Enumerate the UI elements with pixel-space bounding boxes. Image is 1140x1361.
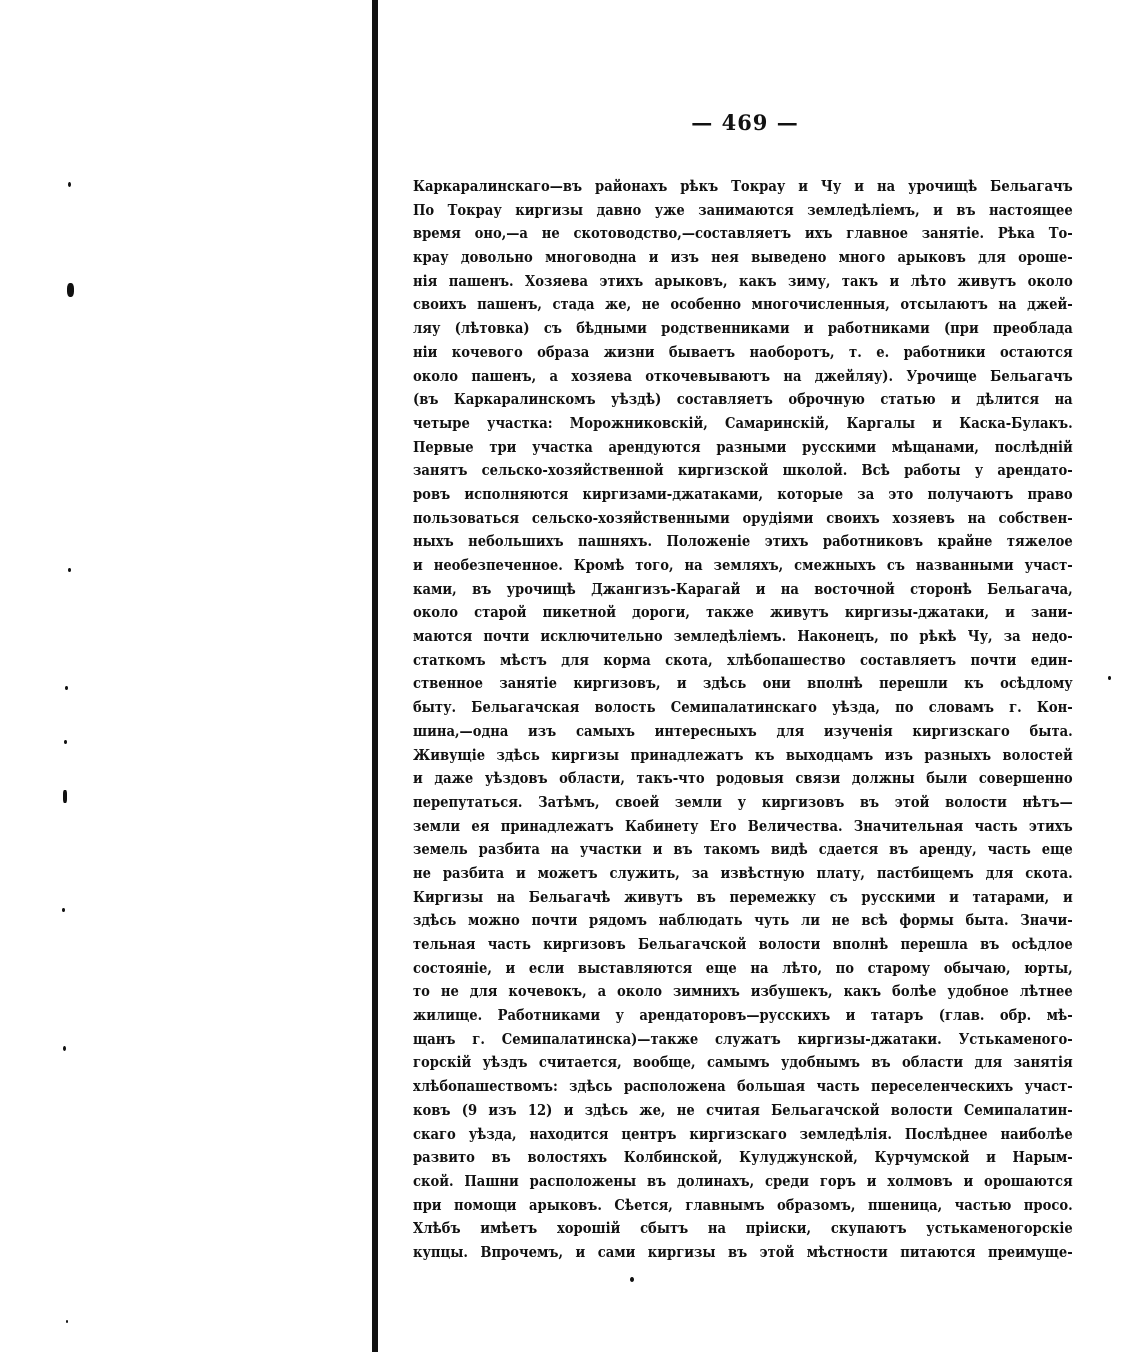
scan-speck — [63, 790, 67, 803]
text-line: пользоваться сельско-хозяйственными орудіями своихъ хозяевъ на собствен- — [413, 509, 1073, 527]
text-line: По Токрау киргизы давно уже занимаются земледѣліемъ, и въ настоящее — [413, 201, 1073, 219]
text-line: хлѣбопашествомъ: здѣсь расположена большая часть переселенческихъ участ- — [413, 1078, 1073, 1096]
scan-speck — [67, 283, 74, 297]
text-line: ственное занятіе киргизовъ, и здѣсь они вполнѣ перешли къ осѣдлому — [413, 675, 1073, 693]
text-line: ковъ (9 изъ 12) и здѣсь же, не считая Бельагачской волости Семипалатин- — [413, 1101, 1073, 1119]
text-line: то не для кочевокъ, а около зимнихъ избушекъ, какъ болѣе удобное лѣтнее — [413, 983, 1073, 1001]
text-line: Хлѣбъ имѣетъ хорошій сбытъ на пріиски, скупаютъ устькаменогорскіе — [413, 1220, 1073, 1238]
scan-speck — [68, 182, 71, 187]
text-line: земли ея принадлежатъ Кабинету Его Величества. Значительная часть этихъ — [413, 817, 1073, 835]
text-line: перепутаться. Затѣмъ, своей земли у киргизовъ въ этой волости нѣтъ— — [413, 793, 1073, 811]
scan-speck — [62, 908, 65, 912]
text-line: четыре участка: Морожниковскій, Самаринскій, Каргалы и Каска-Булакъ. — [413, 414, 1073, 432]
text-line: ровъ исполняются киргизами-джатаками, которые за это получаютъ право — [413, 485, 1073, 503]
text-line: Каркаралинскаго—въ районахъ рѣкъ Токрау и Чу и на урочищѣ Бельагачъ — [413, 178, 1073, 195]
scan-speck — [64, 740, 67, 744]
text-line: ками, въ урочищѣ Джангизъ-Карагай и на восточной сторонѣ Бельагача, — [413, 580, 1073, 598]
left-margin-rule — [372, 0, 378, 1352]
text-line: щанъ г. Семипалатинска)—также служатъ киргизы-джатаки. Устькаменого- — [413, 1030, 1073, 1048]
text-line: ской. Пашни расположены въ долинахъ, среди горъ и холмовъ и орошаются — [413, 1172, 1073, 1190]
text-line: около пашенъ, а хозяева откочевываютъ на джейляу). Урочище Бельагачъ — [413, 367, 1073, 385]
body-text — [413, 175, 1073, 1265]
text-line: маются почти исключительно земледѣліемъ. Наконецъ, по рѣкѣ Чу, за недо- — [413, 628, 1073, 646]
text-line: Первые три участка арендуются разными русскими мѣщанами, послѣдній — [413, 438, 1073, 456]
scan-speck — [1108, 676, 1111, 680]
scan-speck — [630, 1277, 634, 1282]
text-line: занятъ сельско-хозяйственной киргизской школой. Всѣ работы у арендато- — [413, 462, 1073, 480]
text-line: крау довольно многоводна и изъ нея выведено много арыковъ для ороше- — [413, 249, 1073, 267]
scan-speck — [63, 1046, 66, 1051]
text-line: при помощи арыковъ. Сѣется, главнымъ образомъ, пшеница, частью просо. — [413, 1196, 1073, 1214]
text-line: ніи кочевого образа жизни бываетъ наоборотъ, т. е. работники остаются — [413, 343, 1073, 361]
text-line: Киргизы на Бельагачѣ живутъ въ перемежку съ русскими и татарами, и — [413, 888, 1073, 906]
text-line: время оно,—а не скотоводство,—составляетъ ихъ главное занятіе. Рѣка То- — [413, 225, 1073, 243]
text-line: и необезпеченное. Кромѣ того, на земляхъ, смежныхъ съ названными участ- — [413, 557, 1073, 574]
page-number: — 469 — — [691, 110, 799, 135]
text-line: Живущіе здѣсь киргизы принадлежатъ къ выходцамъ изъ разныхъ волостей — [413, 746, 1073, 764]
text-line: быту. Бельагачская волость Семипалатинскаго уѣзда, по словамъ г. Кон- — [413, 699, 1073, 717]
text-line: купцы. Впрочемъ, и сами киргизы въ этой мѣстности питаются преимуще- — [413, 1243, 1073, 1261]
text-line: жилище. Работниками у арендаторовъ—русскихъ и татаръ (глав. обр. мѣ- — [413, 1007, 1073, 1025]
scan-speck — [66, 1320, 68, 1323]
text-line: не разбита и можетъ служить, за извѣстную плату, пастбищемъ для скота. — [413, 864, 1073, 882]
text-line: нія пашенъ. Хозяева этихъ арыковъ, какъ зиму, такъ и лѣто живутъ около — [413, 272, 1073, 290]
text-line: шина,—одна изъ самыхъ интересныхъ для изученія киргизскаго быта. — [413, 722, 1073, 740]
text-line: состояніе, и если выставляются еще на лѣто, по старому обычаю, юрты, — [413, 959, 1073, 977]
text-line: (въ Каркаралинскомъ уѣздѣ) составляетъ оброчную статью и дѣлится на — [413, 391, 1073, 409]
scan-speck — [65, 686, 68, 690]
text-line: около старой пикетной дороги, также живутъ киргизы-джатаки, и зани- — [413, 604, 1073, 622]
text-line: здѣсь можно почти рядомъ наблюдать чуть ли не всѣ формы быта. Значи- — [413, 912, 1073, 930]
text-line: скаго уѣзда, находится центръ киргизскаго земледѣлія. Послѣднее наиболѣе — [413, 1125, 1073, 1143]
text-line: тельная часть киргизовъ Бельагачской волости вполнѣ перешла въ осѣдлое — [413, 936, 1073, 953]
text-line: земель разбита на участки и въ такомъ видѣ сдается въ аренду, часть еще — [413, 841, 1073, 859]
text-line: ныхъ небольшихъ пашняхъ. Положеніе этихъ работниковъ крайне тяжелое — [413, 533, 1073, 551]
text-line: своихъ пашенъ, стада же, не особенно многочисленныя, отсылаютъ на джей- — [413, 296, 1073, 314]
text-line: и даже уѣздовъ области, такъ-что родовыя связи должны были совершенно — [413, 770, 1073, 788]
scan-speck — [68, 568, 71, 572]
text-line: статкомъ мѣстъ для корма скота, хлѣбопашество составляетъ почти един- — [413, 651, 1073, 669]
text-line: горскій уѣздъ считается, вообще, самымъ удобнымъ въ области для занятія — [413, 1054, 1073, 1072]
text-line: ляу (лѣтовка) съ бѣдными родственниками и работниками (при преоблада — [413, 320, 1073, 338]
text-line: развито въ волостяхъ Колбинской, Кулуджунской, Курчумской и Нарым- — [413, 1149, 1073, 1167]
